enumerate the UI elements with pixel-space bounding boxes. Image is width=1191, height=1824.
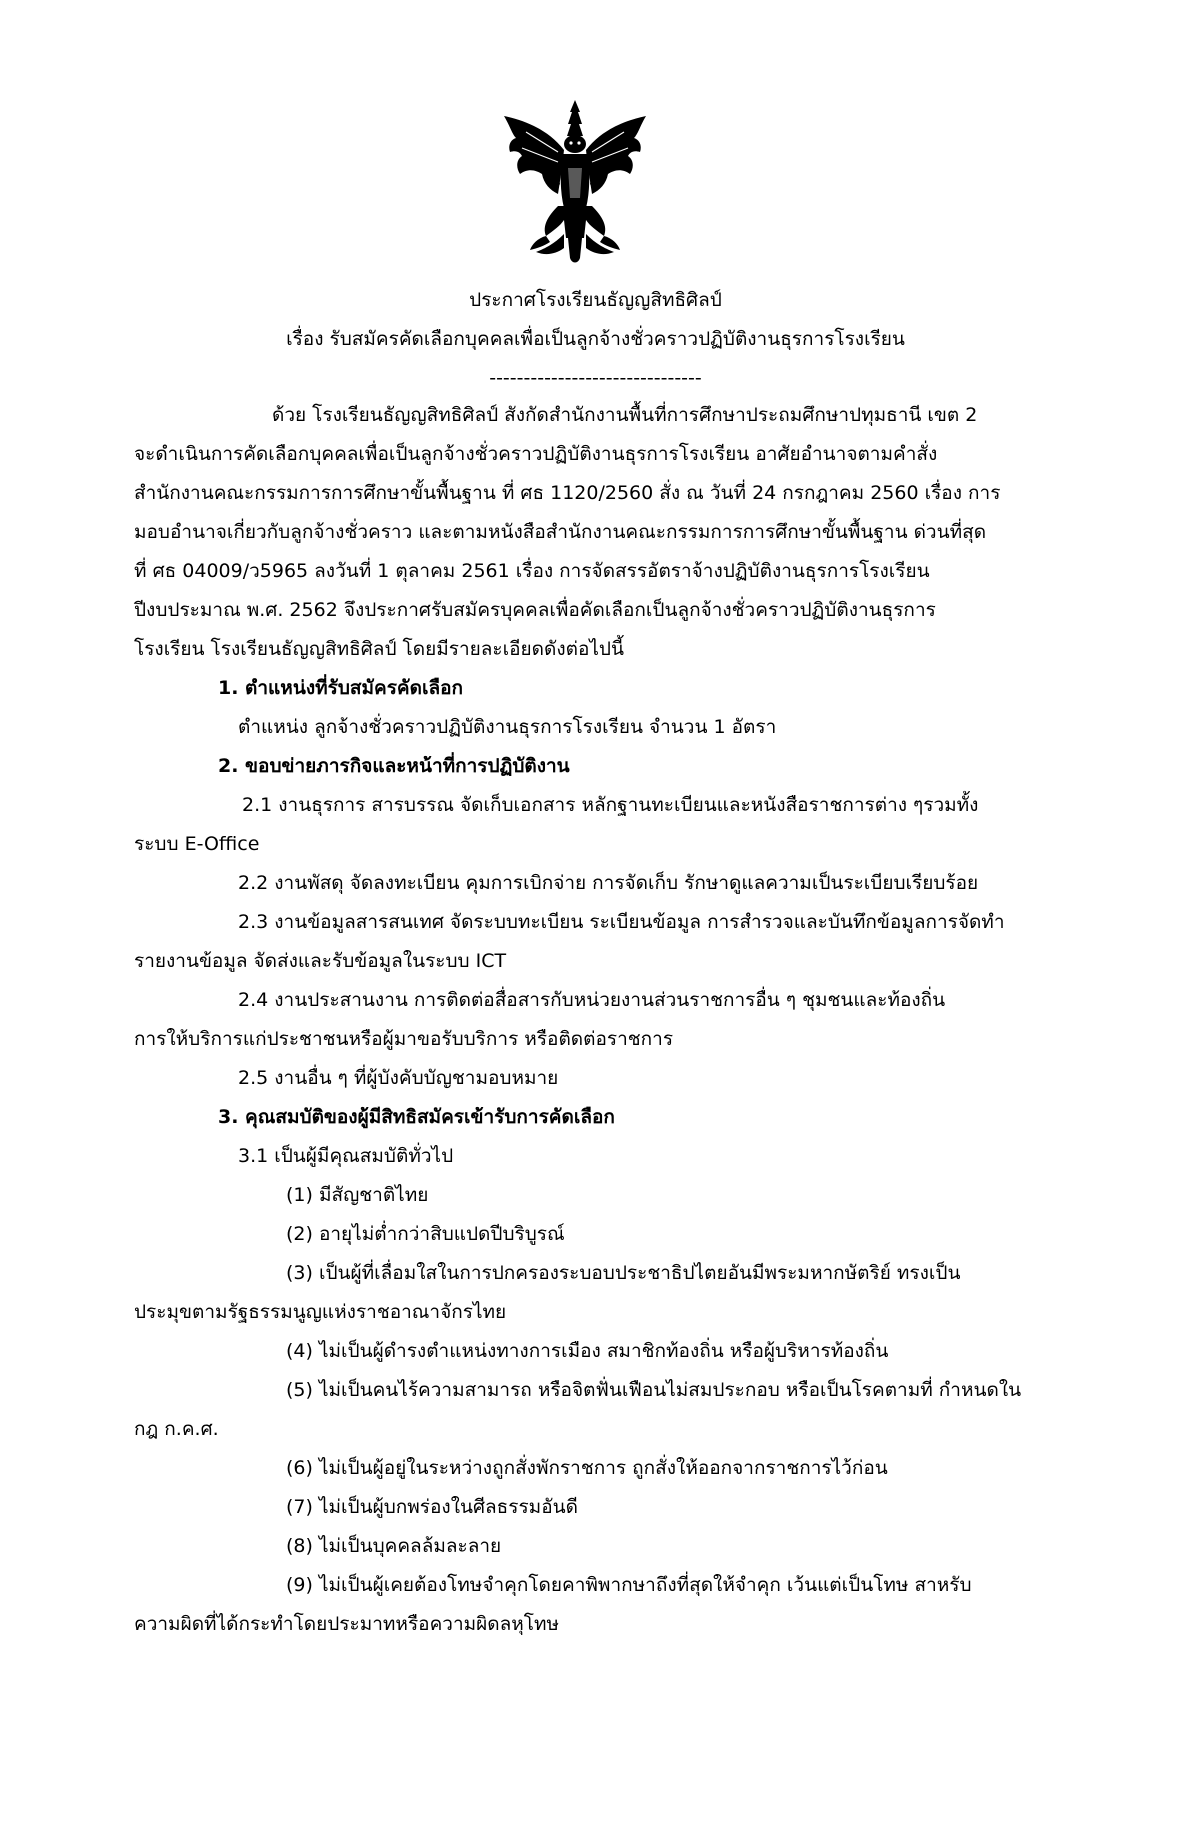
section-3-heading: 3. คุณสมบัติของผู้มีสิทธิสมัครเข้ารับการคัดเลือก [218,1106,615,1128]
duty-2-3-cont: รายงานข้อมูล จัดส่งและรับข้อมูลในระบบ ICT [134,950,507,972]
duty-2-4: 2.4 งานประสานงาน การติดต่อสื่อสารกับหน่วยงานส่วนราชการอื่น ๆ ชุมชนและท้องถิ่น [238,989,946,1011]
intro-line: โรงเรียน โรงเรียนธัญญสิทธิศิลป์ โดยมีรายละเอียดดังต่อไปนี้ [134,638,624,660]
intro-line: ด้วย โรงเรียนธัญญสิทธิศิลป์ สังกัดสำนักงานพื้นที่การศึกษาประถมศึกษาปทุมธานี เขต 2 [272,404,978,426]
qualification-item-cont: กฎ ก.ค.ศ. [134,1418,219,1440]
section-2-heading: 2. ขอบข่ายภารกิจและหน้าที่การปฏิบัติงาน [218,755,570,777]
qualification-item: (9) ไม่เป็นผู้เคยต้องโทษจำคุกโดยคาพิพากษาถึงที่สุดให้จำคุก เว้นแต่เป็นโทษ สาหรับ [286,1574,972,1596]
garuda-emblem-icon [502,98,648,268]
qualification-item: (1) มีสัญชาติไทย [286,1184,429,1206]
section-1-text: ตำแหน่ง ลูกจ้างชั่วคราวปฏิบัติงานธุรการโรงเรียน จำนวน 1 อัตรา [238,716,777,738]
qualification-item: (6) ไม่เป็นผู้อยู่ในระหว่างถูกสั่งพักราชการ ถูกสั่งให้ออกจากราชการไว้ก่อน [286,1457,888,1479]
document-title: ประกาศโรงเรียนธัญญสิทธิศิลป์ [469,289,722,311]
title-separator: ------------------------------- [489,367,702,389]
qualification-item: (3) เป็นผู้ที่เลื่อมใสในการปกครองระบอบประชาธิปไตยอันมีพระมหากษัตริย์ ทรงเป็น [286,1262,961,1284]
qualification-3-1: 3.1 เป็นผู้มีคุณสมบัติทั่วไป [238,1145,454,1167]
intro-line: จะดำเนินการคัดเลือกบุคคลเพื่อเป็นลูกจ้างชั่วคราวปฏิบัติงานธุรการโรงเรียน อาศัยอำนาจตามคำสั่ง [134,443,938,465]
qualification-item-cont: ประมุขตามรัฐธรรมนูญแห่งราชอาณาจักรไทย [134,1301,507,1323]
intro-line: ปีงบประมาณ พ.ศ. 2562 จึงประกาศรับสมัครบุคคลเพื่อคัดเลือกเป็นลูกจ้างชั่วคราวปฏิบัติงานธุรการ [134,599,936,621]
duty-2-4-cont: การให้บริการแก่ประชาชนหรือผู้มาขอรับบริการ หรือติดต่อราชการ [134,1028,674,1050]
duty-2-1-cont: ระบบ E-Office [134,833,260,855]
intro-line: ที่ ศธ 04009/ว5965 ลงวันที่ 1 ตุลาคม 2561 เรื่อง การจัดสรรอัตราจ้างปฏิบัติงานธุรการโรงเรียน [134,560,930,582]
qualification-item: (4) ไม่เป็นผู้ดำรงตำแหน่งทางการเมือง สมาชิกท้องถิ่น หรือผู้บริหารท้องถิ่น [286,1340,889,1362]
duty-2-1: 2.1 งานธุรการ สารบรรณ จัดเก็บเอกสาร หลักฐานทะเบียนและหนังสือราชการต่าง ๆรวมทั้ง [242,794,979,816]
qualification-item: (2) อายุไม่ต่ำกว่าสิบแปดปีบริบูรณ์ [286,1223,565,1245]
qualification-item-cont: ความผิดที่ได้กระทำโดยประมาทหรือความผิดลหุโทษ [134,1613,560,1635]
intro-line: สำนักงานคณะกรรมการการศึกษาขั้นพื้นฐาน ที่ ศธ 1120/2560 สั่ง ณ วันที่ 24 กรกฎาคม 2560 เรื่อง การ [134,482,1001,504]
section-1-heading: 1. ตำแหน่งที่รับสมัครคัดเลือก [218,677,464,699]
qualification-item: (8) ไม่เป็นบุคคลล้มละลาย [286,1535,502,1557]
duty-2-3: 2.3 งานข้อมูลสารสนเทศ จัดระบบทะเบียน ระเบียนข้อมูล การสำรวจและบันทึกข้อมูลการจัดทำ [238,911,1005,933]
duty-2-2: 2.2 งานพัสดุ จัดลงทะเบียน คุมการเบิกจ่าย การจัดเก็บ รักษาดูแลความเป็นระเบียบเรียบร้อย [238,872,979,894]
document-subject: เรื่อง รับสมัครคัดเลือกบุคคลเพื่อเป็นลูกจ้างชั่วคราวปฏิบัติงานธุรการโรงเรียน [286,328,905,350]
qualification-item: (5) ไม่เป็นคนไร้ความสามารถ หรือจิตฟั่นเฟือนไม่สมประกอบ หรือเป็นโรคตามที่ กำหนดใน [286,1379,1022,1401]
duty-2-5: 2.5 งานอื่น ๆ ที่ผู้บังคับบัญชามอบหมาย [238,1067,559,1089]
intro-line: มอบอำนาจเกี่ยวกับลูกจ้างชั่วคราว และตามหนังสือสำนักงานคณะกรรมการการศึกษาขั้นพื้นฐาน ด่วนที่สุด [134,521,987,543]
qualification-item: (7) ไม่เป็นผู้บกพร่องในศีลธรรมอันดี [286,1496,578,1518]
